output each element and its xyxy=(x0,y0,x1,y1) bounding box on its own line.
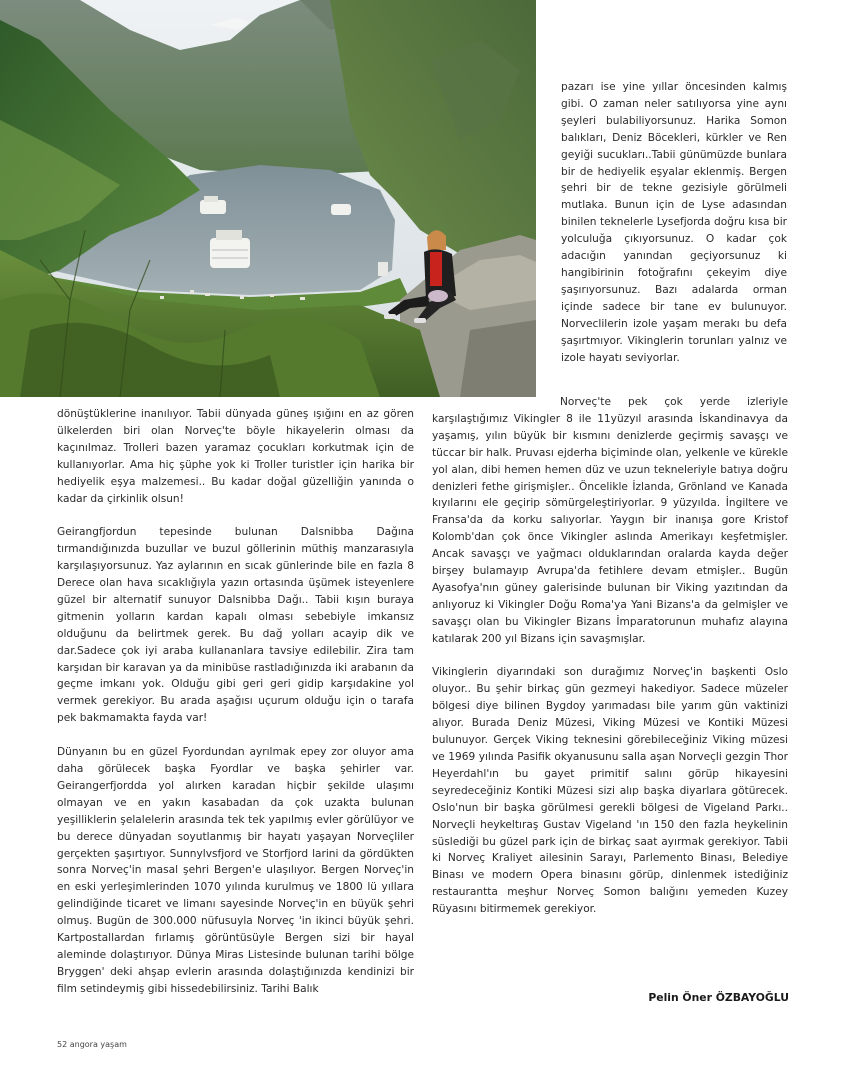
paragraph: dönüştüklerine inanılıyor. Tabii dünyada güneş ışığını en az gören ülkelerden biri olan Norveç'te böyle hikayelerin olması da kaçınılmaz. Trolleri bazen yaramaz çocukları korkutmak için de kullanıyorlar. Ama hiç şüphe yok ki Troller turistler için harika bir hediyelik eşya malzemesi.. Bu kadar doğal güzelliğin yanında o kadar da çirkinlik olsun! xyxy=(57,408,414,505)
article-column-right-top xyxy=(561,79,787,366)
page-folio: 52 angora yaşam xyxy=(57,1040,127,1049)
paragraph: Norveç'te pek çok yerde izleriyle karşılaştığımız Vikingler 8 ile 11yüzyıl arasında İskandinavya da yaşamış, yılın büyük bir kısmını denizlerde geçirmiş savaşçı ve tüccar bir halk. Pruvası ejderha biçiminde olan, yelkenle ve kürekle yol alan, dibi hemen hemen düz ve uzun tekneleriyle batıya doğru denizleri fethe girişmişler.. Öncelikle İzlanda, Grönland ve Kanada kıyılarını ele geçirip sömürgeleştiriyorlar. 9 yüzyılda. İngiltere ve Fransa'da da korku salıyorlar. Yaygın bir inanışa gore Kristof Kolomb'dan çok önce Vikingler aslında Amerikayı keşfetmişler. Ancak savaşçı ve yağmacı olduklarından oralarda kayda değer birşey bulamayıp Avrupa'da fetihlere devam etmişler.. Bugün Ayasofya'nın güney galerisinde bulunan bir Viking yazıtından da anlıyoruz ki Vikingler Doğu Roma'ya Yani Bizans'a da gelmişler ve savaşçı olan bu Vikingler Bizans İmparatorunun muhafız alayına katılarak 200 yıl Bizans için savaşmışlar. xyxy=(432,396,788,645)
article-column-left xyxy=(57,406,414,998)
fjord-photo xyxy=(0,0,536,397)
paragraph: Dünyanın bu en güzel Fyordundan ayrılmak epey zor oluyor ama daha görülecek başka Fyordlar ve başka şehirler var. Geirangerfjordda yol alırken karadan hiçbir şekilde ulaşımı olmayan ve en yakın kasabadan da çok uzakta bulunan yeşilliklerin şelalelerin arasında tek tek yapılmış evler görülüyor ve bu derece dünyadan soyutlanmış bir hayatı yaşayan Norveçliler gerçekten şaşırtıyor. Sunnylvsfjord ve Storfjord larini da gördükten sonra Norveç'in masal şehri Bergen'e ulaşılıyor. Bergen Norveç'in en eski yerleşimlerinden 1070 yılında kurulmuş ve 1800 lü yıllara gelindiğinde ticaret ve limanı sayesinde Norveç'in en büyük şehri olmuş. Bugün de 300.000 nüfusuyla Norveç 'in ikinci büyük şehri. Kartpostallardan fırlamış görüntüsüyle Bergen sizi bir hayal aleminde dolaştırıyor. Dünya Miras Listesinde bulunan tarihi bölge Bryggen' deki ahşap evlerin arasında dolaştığınızda kendinizi bir film setindeymiş gibi hissedebilirsiniz. Tarihi Balık xyxy=(57,746,414,995)
article-column-right-bottom xyxy=(432,394,788,918)
paragraph: Vikinglerin diyarındaki son durağımız Norveç'in başkenti Oslo oluyor.. Bu şehir birkaç gün gezmeyi hakediyor. Sadece müzeler bölgesi diye bilinen Bygdoy yarımadası bile yarım gün vaktinizi alıyor. Burada Deniz Müzesi, Viking Müzesi ve Kontiki Müzesi bulunuyor. Gerçek Viking teknesini görebileceğiniz Viking müzesi ve 1969 yılında Pasifik okyanusunu salla aşan Norveçli gezgin Thor Heyerdahl'ın bu gayet primitif salını görüp hikayesini seyredeceğiniz Kontiki Müzesi sizi alıp başka diyarlara götürecek. Oslo'nun bir başka görülmesi gerekli bölgesi de Vigeland Parkı.. Norveçli heykeltıraş Gustav Vigeland 'ın 150 den fazla heykelinin süslediği bu güzel park için de birkaç saat ayırmak gerekiyor. Tabii ki Norveç Kraliyet ailesinin Sarayı, Parlemento Binası, Belediye Binası ve modern Opera binasını görüp, dinlenmek istediğiniz restaurantta meşhur Norveç Somon balığını yemeden Kuzey Rüyasını bitirmemek gerekiyor. xyxy=(432,666,788,916)
paragraph: Geirangfjordun tepesinde bulunan Dalsnibba Dağına tırmandığınızda buzullar ve buzul göllerinin müthiş manzarasıyla karşılaşıyorsunuz. Yaz aylarının en sıcak günlerinde bile en fazla 8 Derece olan hava sıcaklığıyla yazın ortasında üşümek isteyenlere güzel bir alternatif sunuyor Dalsnibba Dağı.. Tabii kışın buraya gitmenin yolların kardan kapalı olması sebebiyle imkansız olduğunu da belirtmek gerek. Bu dağ yolları acayip dik ve dar.Sadece çok iyi araba kullananlara tavsiye edilebilir. Zira tam karşıdan bir karavan ya da minibüse rastladığınızda iki arabanın da geçme imkanı yok. Olduğu gibi geri geri gidip karşıdakine yol vermek gerekiyor. Bu arada aşağısı uçurum olduğu için o tarafa pek bakmamakta fayda var! xyxy=(57,526,414,725)
author-byline: Pelin Öner ÖZBAYOĞLU xyxy=(648,991,789,1004)
paragraph: pazarı ise yine yıllar öncesinden kalmış gibi. O zaman neler satılıyorsa yine aynı şeyleri bulabiliyorsunuz. Harika Somon balıkları, Deniz Böcekleri, kürkler ve Ren geyiği sucukları..Tabii günümüzde bunlara bir de hediyelik eşyalar eklenmiş. Bergen şehri bir de tekne gezisiyle görülmeli mutlaka. Bunun için de Lyse adasından binilen teknelerle Lysefjorda doğru kısa bir yolculuğa çıkıyorsunuz. O kadar çok adacığın yanından geçiyorsunuz ki hangibirinin fotoğrafını çekeyim diye şaşırıyorsunuz. Bazı adalarda orman içinde sadece bir tane ev bulunuyor. Norveclilerin izole yaşam merakı bu defa şaşırtmıyor. Vikinglerin torunları yalnız ve izole hayatı seviyorlar. xyxy=(561,81,787,364)
